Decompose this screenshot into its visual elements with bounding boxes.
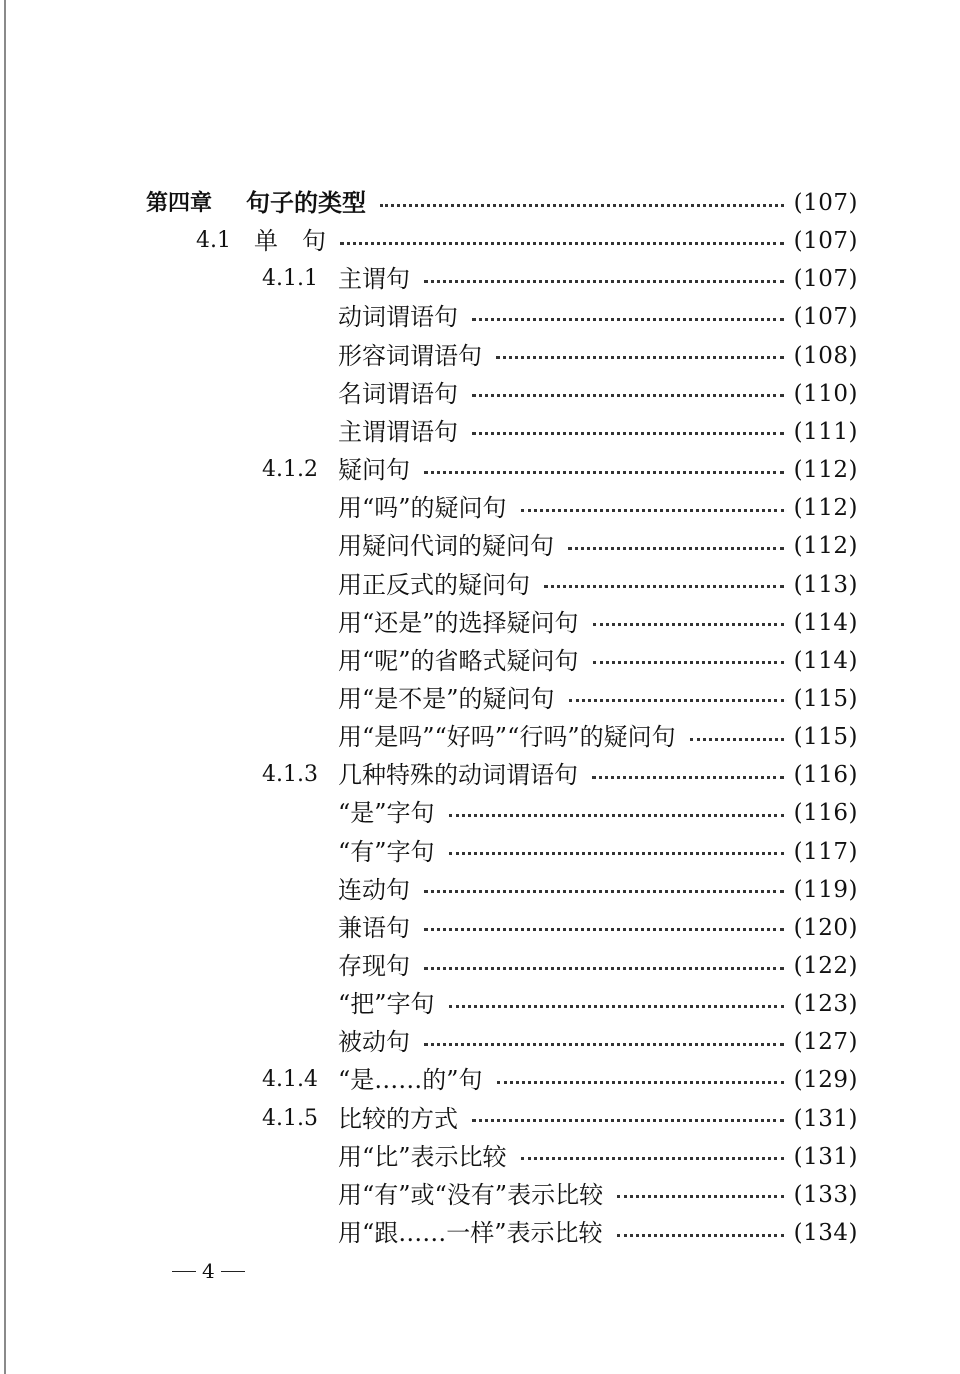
toc-entry bbox=[262, 261, 858, 297]
toc-entry bbox=[338, 605, 858, 641]
toc-entry-title: “把”字句 bbox=[338, 990, 435, 1019]
toc-entry bbox=[338, 948, 858, 984]
dot-leader bbox=[340, 242, 784, 245]
toc-entry bbox=[338, 834, 858, 870]
toc-entry bbox=[338, 376, 858, 412]
toc-entry-title: 名词谓语句 bbox=[338, 379, 458, 408]
toc-entry-page: (115) bbox=[793, 685, 858, 712]
toc-entry bbox=[146, 185, 858, 221]
toc-entry-title: 疑问句 bbox=[338, 456, 410, 485]
toc-entry bbox=[338, 719, 858, 755]
toc-entry bbox=[196, 223, 858, 259]
dot-leader bbox=[449, 814, 784, 817]
toc-entry-title: 用“是吗”“好吗”“行吗”的疑问句 bbox=[338, 723, 676, 752]
toc-entry-title: 主谓句 bbox=[338, 265, 410, 294]
toc-entry-page: (119) bbox=[793, 876, 858, 903]
toc-entry-page: (120) bbox=[793, 914, 858, 941]
dot-leader bbox=[690, 738, 784, 741]
dot-leader bbox=[424, 471, 784, 474]
toc-entry-page: (116) bbox=[793, 762, 858, 789]
dot-leader bbox=[424, 280, 784, 283]
toc-entry bbox=[338, 872, 858, 908]
toc-entry bbox=[338, 681, 858, 717]
toc-entry-title: “是”字句 bbox=[338, 799, 435, 828]
toc-entry-page: (108) bbox=[793, 342, 858, 369]
toc-entry bbox=[338, 299, 858, 335]
toc-entry-title: 用“跟……一样”表示比较 bbox=[338, 1219, 603, 1248]
toc-entry-page: (112) bbox=[793, 457, 858, 484]
dot-leader bbox=[449, 1005, 784, 1008]
toc-entry-page: (134) bbox=[793, 1220, 858, 1247]
toc-entry bbox=[338, 643, 858, 679]
dot-leader bbox=[380, 204, 784, 207]
dot-leader bbox=[424, 890, 784, 893]
toc-entry bbox=[262, 1062, 858, 1098]
toc-entry-page: (112) bbox=[793, 533, 858, 560]
toc-entry bbox=[338, 910, 858, 946]
dot-leader bbox=[424, 1043, 784, 1046]
dot-leader bbox=[521, 509, 784, 512]
toc-entry-page: (111) bbox=[793, 418, 858, 445]
toc-entry-title: 用“是不是”的疑问句 bbox=[338, 684, 555, 713]
toc-entry-title: 兼语句 bbox=[338, 913, 410, 942]
toc-entry bbox=[262, 757, 858, 793]
dot-leader bbox=[617, 1234, 784, 1237]
toc-entry bbox=[262, 1101, 858, 1137]
dot-leader bbox=[569, 699, 784, 702]
toc-entry-page: (114) bbox=[793, 609, 858, 636]
toc-entry-number: 4.1.4 bbox=[262, 1067, 318, 1093]
toc-entry-title: 用正反式的疑问句 bbox=[338, 570, 530, 599]
toc-entry-title: “是……的”句 bbox=[338, 1066, 483, 1095]
toc-entry-number: 4.1.1 bbox=[262, 266, 318, 292]
toc-entry bbox=[338, 567, 858, 603]
dot-leader bbox=[497, 1081, 784, 1084]
toc-entry bbox=[338, 490, 858, 526]
toc-entry-page: (131) bbox=[793, 1105, 858, 1132]
toc-entry-page: (110) bbox=[793, 380, 858, 407]
dot-leader bbox=[568, 547, 784, 550]
toc-entry-title: 用“有”或“没有”表示比较 bbox=[338, 1180, 604, 1209]
toc-entry-page: (122) bbox=[793, 953, 858, 979]
footer-page-number: 4 bbox=[202, 1259, 215, 1283]
toc-entry-number: 第四章 bbox=[146, 190, 213, 216]
toc-entry-title: 用“呢”的省略式疑问句 bbox=[338, 646, 579, 675]
toc-entry-page: (115) bbox=[793, 724, 858, 751]
toc-entry bbox=[338, 528, 858, 564]
toc-entry bbox=[338, 338, 858, 374]
toc-entry bbox=[338, 1139, 858, 1175]
dot-leader bbox=[424, 928, 784, 931]
toc-entry-page: (133) bbox=[793, 1181, 858, 1208]
toc-entry-page: (123) bbox=[793, 991, 858, 1018]
toc-entry-title: 动词谓语句 bbox=[338, 303, 458, 332]
footer-dash-left bbox=[172, 1271, 196, 1272]
dot-leader bbox=[449, 852, 784, 855]
toc-entry-title: 用“还是”的选择疑问句 bbox=[338, 608, 579, 637]
toc-entry-title: 用疑问代词的疑问句 bbox=[338, 532, 554, 561]
dot-leader bbox=[617, 1195, 784, 1198]
toc-entry-page: (107) bbox=[793, 190, 858, 216]
toc-entry-title: “有”字句 bbox=[338, 837, 435, 866]
toc-entry-page: (127) bbox=[793, 1029, 858, 1056]
dot-leader bbox=[496, 356, 784, 359]
toc-entry-title: 主谓谓语句 bbox=[338, 417, 458, 446]
page-footer bbox=[172, 1256, 245, 1286]
toc-entry-page: (129) bbox=[793, 1067, 858, 1094]
toc-entry-page: (113) bbox=[793, 571, 858, 598]
footer-dash-right bbox=[221, 1271, 245, 1272]
toc-entry-page: (112) bbox=[793, 495, 858, 522]
toc-entry-title: 形容词谓语句 bbox=[338, 341, 482, 370]
toc-entry-page: (107) bbox=[793, 228, 858, 255]
dot-leader bbox=[592, 776, 784, 779]
toc-entry bbox=[338, 414, 858, 450]
dot-leader bbox=[521, 1157, 784, 1160]
toc-entry-page: (107) bbox=[793, 304, 858, 331]
toc-entry bbox=[338, 1177, 858, 1213]
dot-leader bbox=[424, 967, 784, 970]
toc-entry-title: 被动句 bbox=[338, 1028, 410, 1057]
toc-entry-title: 连动句 bbox=[338, 875, 410, 904]
toc-entry bbox=[338, 986, 858, 1022]
toc-entry-page: (116) bbox=[793, 800, 858, 827]
toc-entry-number: 4.1 bbox=[196, 228, 231, 254]
toc-entry-number: 4.1.5 bbox=[262, 1105, 318, 1131]
toc-entry-title: 用“吗”的疑问句 bbox=[338, 494, 507, 523]
dot-leader bbox=[593, 623, 784, 626]
toc-entry bbox=[262, 452, 858, 488]
toc-entry-page: (131) bbox=[793, 1143, 858, 1170]
toc-entry-number: 4.1.3 bbox=[262, 762, 318, 788]
dot-leader bbox=[472, 318, 784, 321]
dot-leader bbox=[472, 394, 784, 397]
toc-entry bbox=[338, 1215, 858, 1251]
toc-entry-title: 几种特殊的动词谓语句 bbox=[338, 761, 578, 790]
dot-leader bbox=[544, 585, 784, 588]
toc-entry-title: 存现句 bbox=[338, 952, 410, 980]
toc-entry-page: (117) bbox=[793, 838, 858, 865]
dot-leader bbox=[593, 661, 784, 664]
toc-entry-title: 单 句 bbox=[254, 227, 326, 256]
toc-entry bbox=[338, 1024, 858, 1060]
dot-leader bbox=[472, 432, 784, 435]
toc-entry-number: 4.1.2 bbox=[262, 457, 318, 483]
toc-entry-title: 用“比”表示比较 bbox=[338, 1142, 507, 1171]
toc-entry bbox=[338, 795, 858, 831]
toc-entry-page: (107) bbox=[793, 266, 858, 293]
toc-entry-title: 比较的方式 bbox=[338, 1104, 458, 1133]
toc-entry-page: (114) bbox=[793, 647, 858, 674]
dot-leader bbox=[472, 1119, 784, 1122]
toc-entry-title: 句子的类型 bbox=[246, 188, 366, 217]
